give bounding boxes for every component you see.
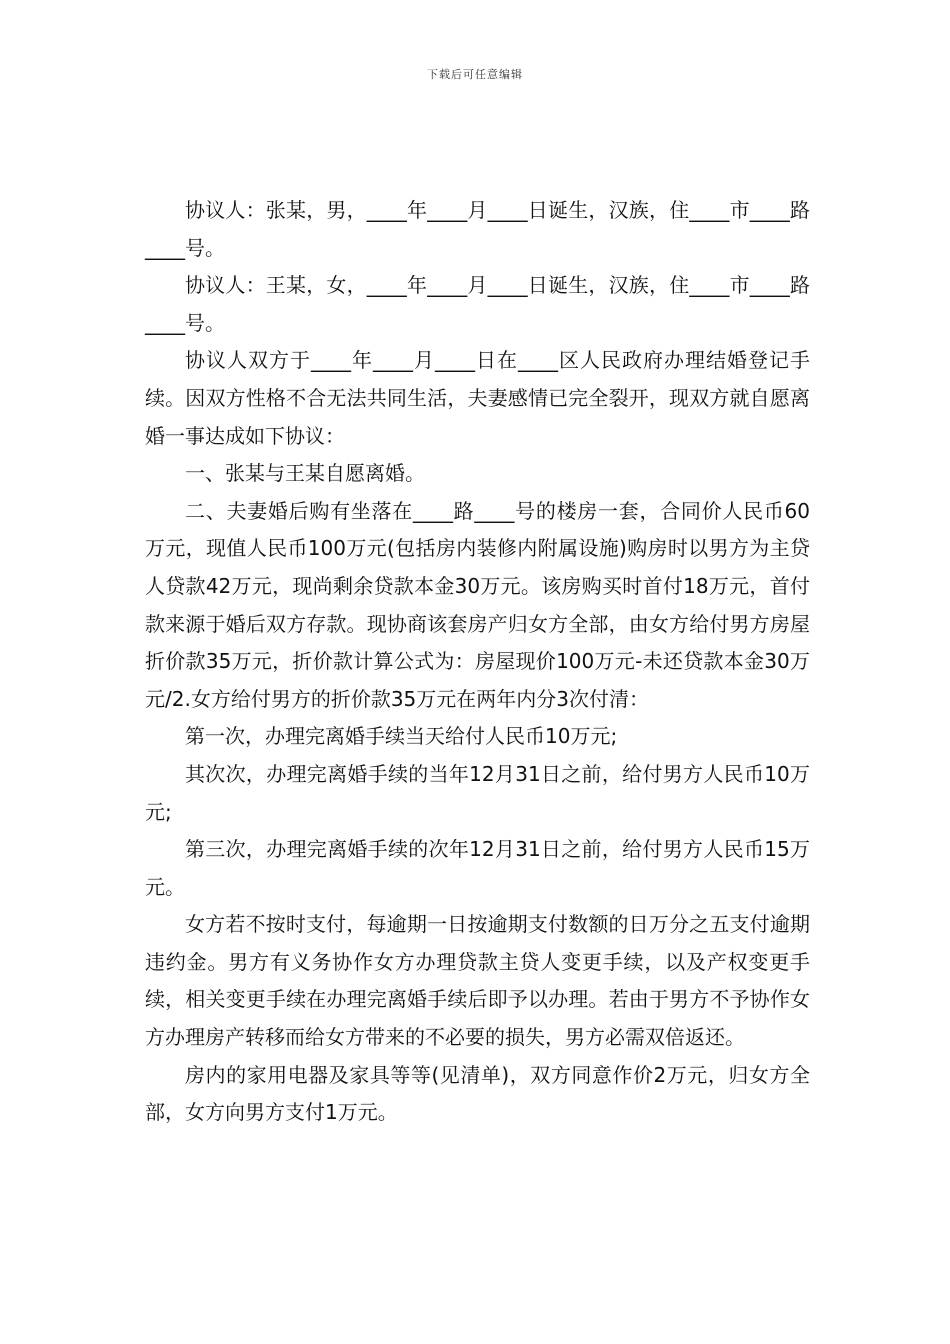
paragraph-payment-3: 第三次，办理完离婚手续的次年12月31日之前，给付男方人民币15万元。 [145,837,810,899]
paragraph-party-zhang: 协议人：张某，男，____年____月____日诞生，汉族，住____市____路____号。 [145,198,810,260]
paragraph-payment-2: 其次次，办理完离婚手续的当年12月31日之前，给付男方人民币10万元; [145,761,810,824]
paragraph-appliances: 房内的家用电器及家具等等(见清单)，双方同意作价2万元，归女方全部，女方向男方支付1万元。 [145,1062,810,1125]
paragraph-late-penalty: 女方若不按时支付，每逾期一日按逾期支付数额的日万分之五支付逾期违约金。男方有义务协作女方办理贷款主贷人变更手续，以及产权变更手续，相关变更手续在办理完离婚手续后即予以办理。若由于男方不予协作女方办理房产转移而给女方带来的不必要的损失，男方必需双倍返还。 [145,912,810,1050]
page-header-note: 下载后可任意编辑 [427,68,523,81]
paragraph-payment-1: 第一次，办理完离婚手续当天给付人民币10万元; [185,724,618,749]
paragraph-marriage-registration: 协议人双方于____年____月____日在____区人民政府办理结婚登记手续。因双方性格不合无法共同生活，夫妻感情已完全裂开，现双方就自愿离婚一事达成如下协议： [145,348,810,448]
paragraph-clause-1: 一、张某与王某自愿离婚。 [185,461,425,486]
paragraph-party-wang: 协议人：王某，女，____年____月____日诞生，汉族，住____市____路____号。 [145,273,810,335]
document-body [145,192,810,1132]
paragraph-clause-2-property: 二、夫妻婚后购有坐落在____路____号的楼房一套，合同价人民币60万元，现值人民币100万元(包括房内装修内附属设施)购房时以男方为主贷人贷款42万元，现尚剩余贷款本金30万元。该房购买时首付18万元，首付款来源于婚后双方存款。现协商该套房产归女方全部，由女方给付男方房屋折价款35万元，折价款计算公式为：房屋现价100万元-未还贷款本金30万元/2.女方给付男方的折价款35万元在两年内分3次付清： [145,498,810,711]
